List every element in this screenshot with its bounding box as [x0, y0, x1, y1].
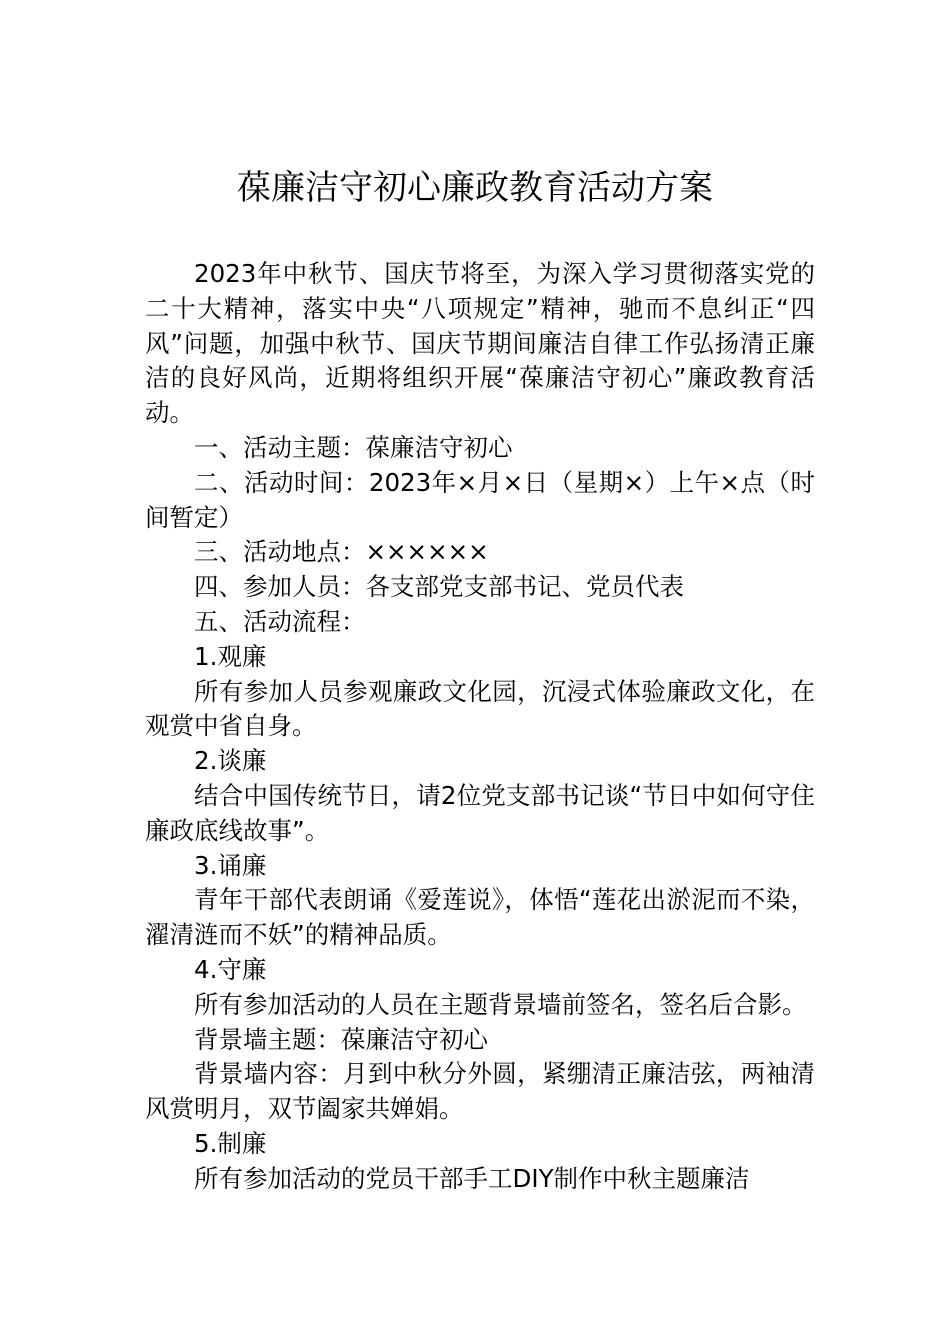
document-body — [145, 257, 815, 1197]
step-3-text: 青年干部代表朗诵《爱莲说》，体悟“莲花出淤泥而不染，濯清涟而不妖”的精神品质。 — [145, 885, 815, 950]
step-2-text: 结合中国传统节日，请2位党支部书记谈“节日中如何守住廉政底线故事”。 — [145, 780, 815, 845]
section-time: 二、活动时间：2023年×月×日（星期×）上午×点（时间暂定） — [145, 467, 815, 532]
section-theme: 一、活动主题：葆廉洁守初心 — [194, 432, 513, 462]
backdrop-content: 背景墙内容：月到中秋分外圆，紧绷清正廉洁弦，两袖清风赏明月，双节阖家共婵娟。 — [145, 1059, 815, 1124]
step-5-text: 所有参加活动的党员干部手工DIY制作中秋主题廉洁 — [194, 1163, 750, 1193]
section-participants: 四、参加人员：各支部党支部书记、党员代表 — [194, 572, 684, 602]
step-5-heading: 5.制廉 — [194, 1128, 267, 1158]
step-1-heading: 1.观廉 — [194, 641, 267, 671]
step-2-heading: 2.谈廉 — [194, 746, 267, 776]
intro-paragraph: 2023年中秋节、国庆节将至，为深入学习贯彻落实党的二十大精神，落实中央“八项规定”精神，驰而不息纠正“四风”问题，加强中秋节、国庆节期间廉洁自律工作弘扬清正廉洁的良好风尚，近期将组织开展“葆廉洁守初心”廉政教育活动。 — [145, 259, 815, 428]
section-location: 三、活动地点：×××××× — [194, 537, 489, 567]
step-1-text: 所有参加人员参观廉政文化园，沉浸式体验廉政文化，在观赏中省自身。 — [145, 676, 815, 741]
backdrop-theme: 背景墙主题：葆廉洁守初心 — [194, 1024, 488, 1054]
step-3-heading: 3.诵廉 — [194, 850, 267, 880]
document-title: 葆廉洁守初心廉政教育活动方案 — [237, 168, 713, 208]
section-process-heading: 五、活动流程： — [194, 606, 366, 636]
step-4-heading: 4.守廉 — [194, 954, 267, 984]
step-4-text: 所有参加活动的人员在主题背景墙前签名，签名后合影。 — [194, 989, 807, 1019]
